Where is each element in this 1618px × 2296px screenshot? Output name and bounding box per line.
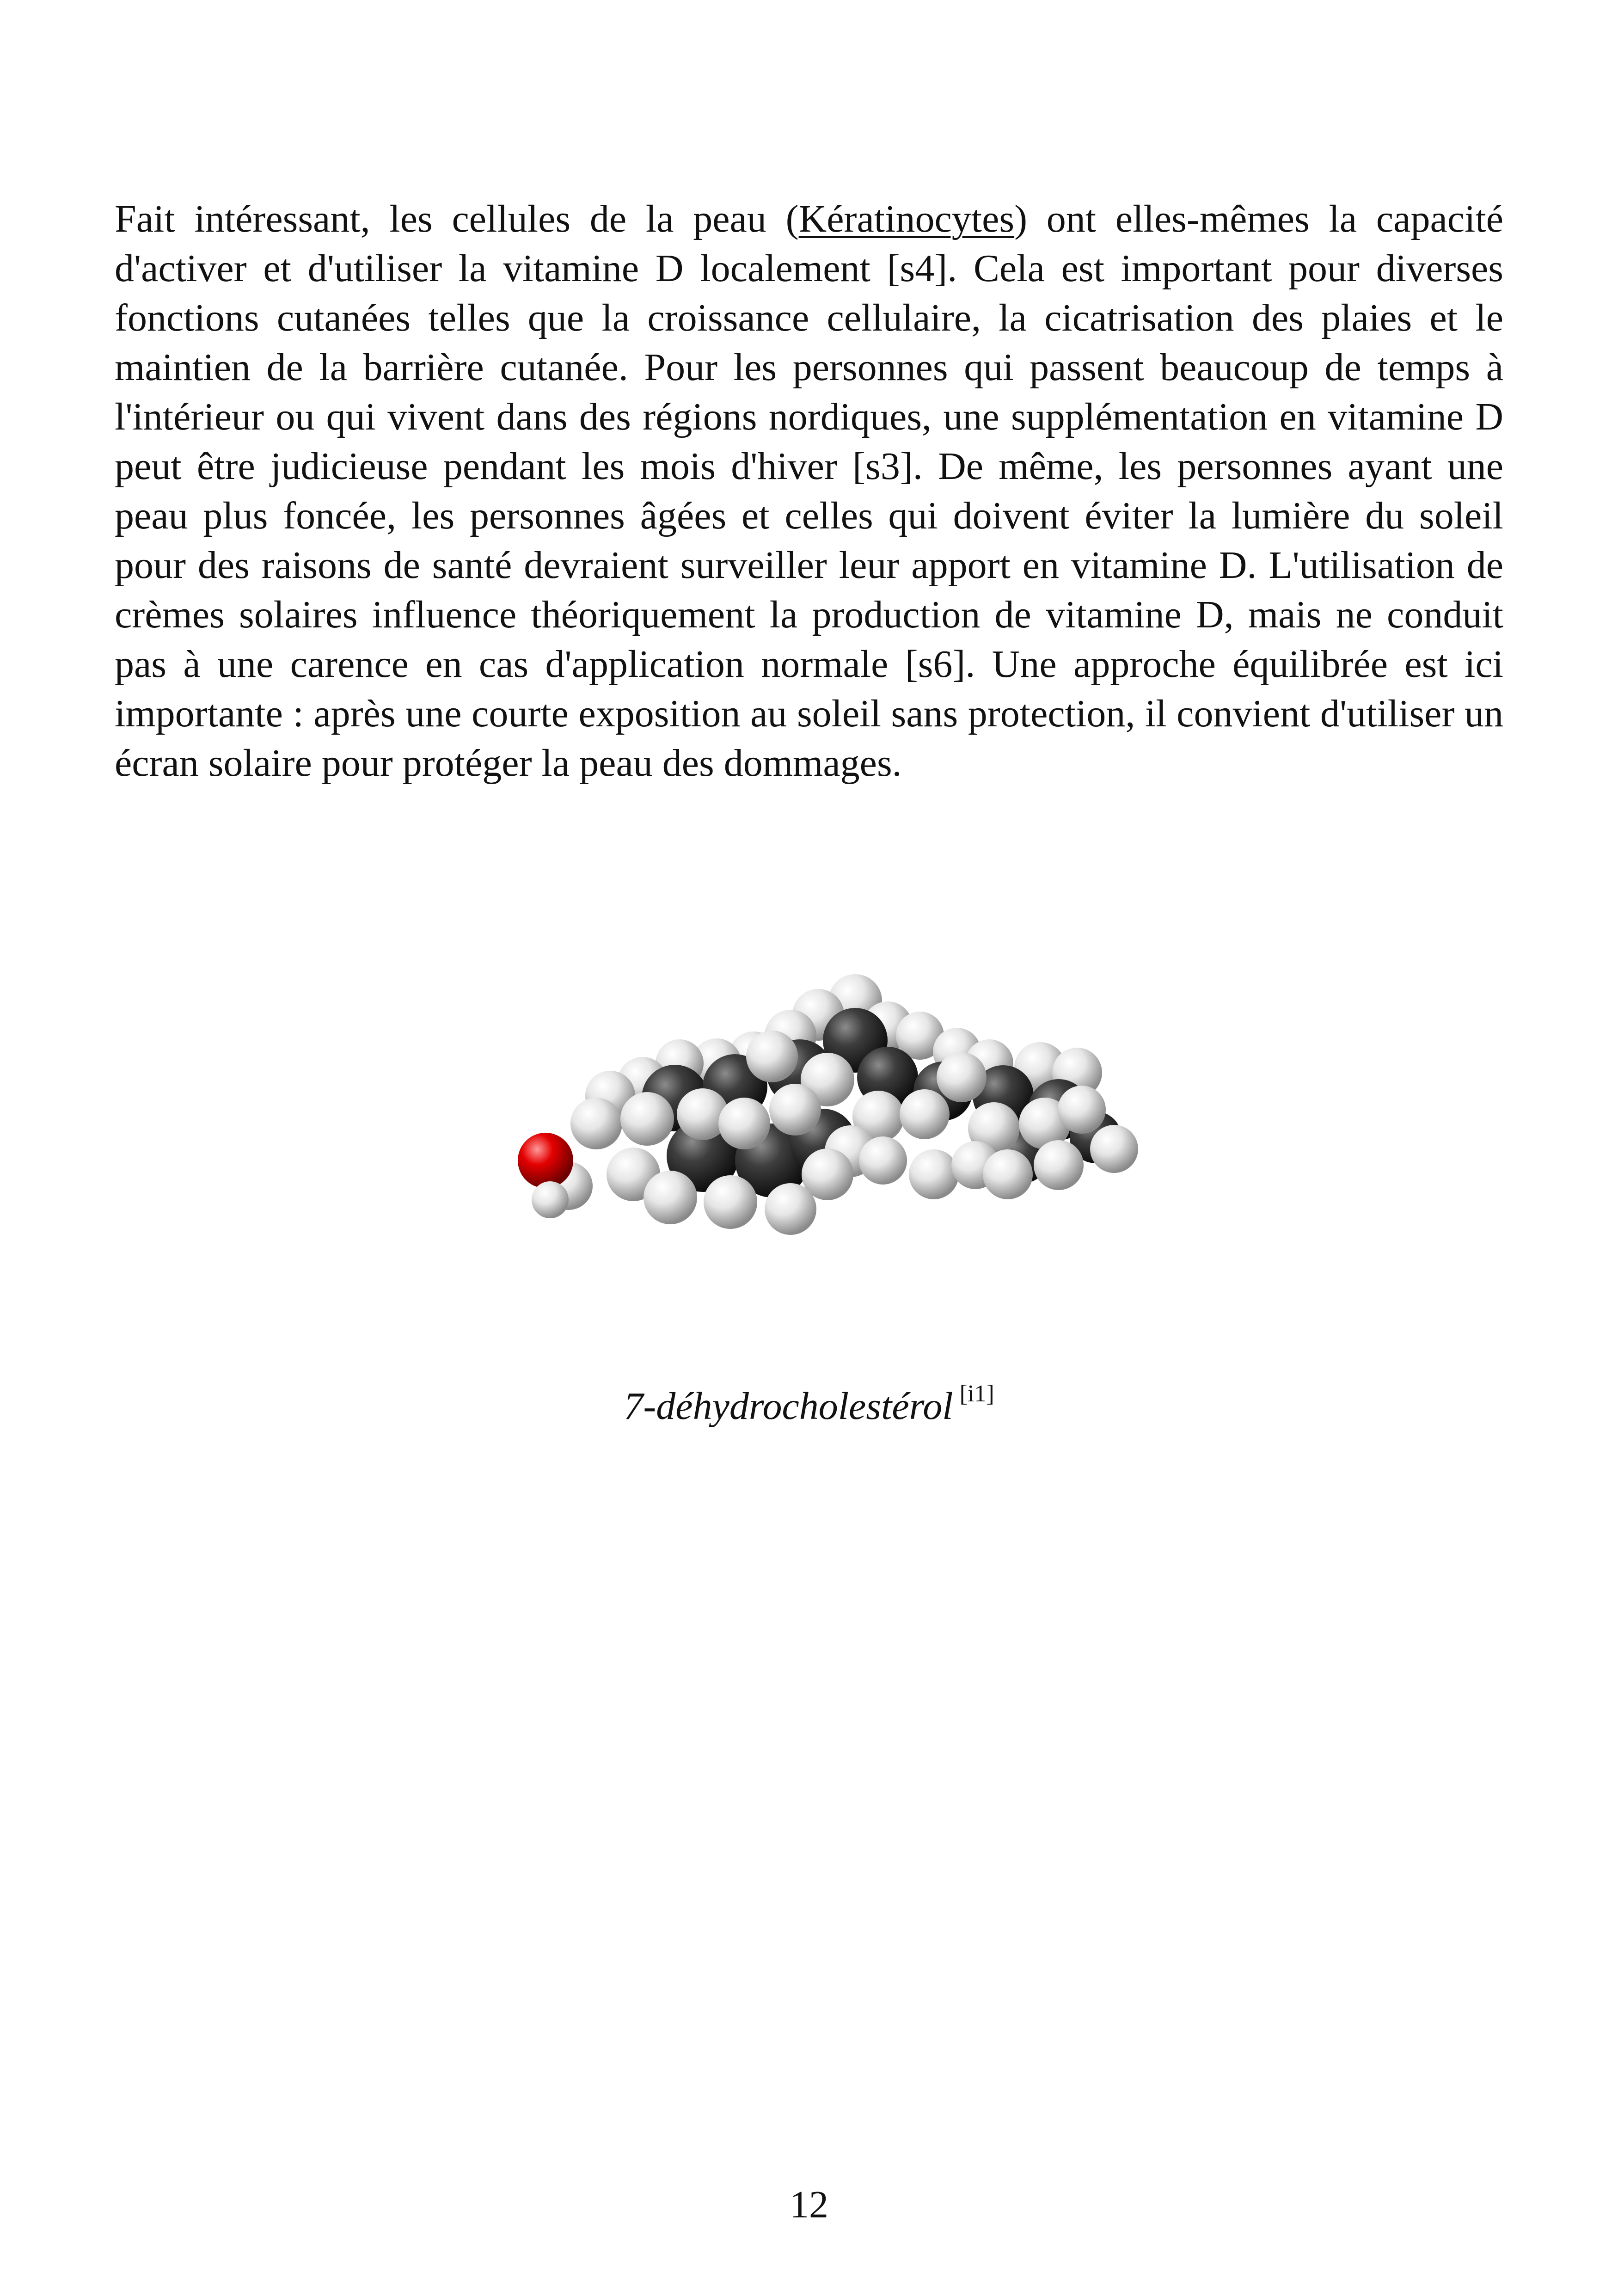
hydrogen-atom bbox=[532, 1181, 569, 1218]
hydrogen-atom bbox=[900, 1089, 950, 1139]
hydrogen-atom bbox=[1058, 1086, 1106, 1134]
hydrogen-atom bbox=[769, 1084, 821, 1136]
image-reference[interactable]: [i1] bbox=[959, 1381, 994, 1407]
oxygen-atom bbox=[518, 1133, 573, 1188]
hydrogen-atom bbox=[909, 1149, 959, 1199]
hydrogen-atom bbox=[620, 1092, 674, 1146]
figure-caption bbox=[0, 1380, 1618, 1429]
keratinocytes-link[interactable]: Kératinocytes bbox=[798, 197, 1015, 240]
hydrogen-atom bbox=[1034, 1140, 1084, 1190]
hydrogen-atom bbox=[765, 1183, 816, 1235]
hydrogen-atom bbox=[746, 1031, 798, 1082]
page-number: 12 bbox=[790, 2183, 828, 2226]
hydrogen-atom bbox=[644, 1171, 697, 1224]
space-filling-molecule-model bbox=[458, 957, 1160, 1327]
hydrogen-atom bbox=[570, 1098, 622, 1149]
hydrogen-atom bbox=[1090, 1125, 1138, 1173]
paragraph-text-start: Fait intéressant, les cellules de la peau ( bbox=[115, 197, 799, 240]
hydrogen-atom bbox=[718, 1098, 770, 1149]
paragraph-text-rest: ) ont elles-mêmes la capacité d'activer et d'utiliser la vitamine D localement [s4]. Cela est important pour diverses fonctions cutanées telles que la croissance cellulaire, la cicatrisation des plaies et le maintien de la barrière cutanée. Pour les personnes qui passent beaucoup de temps à l'intérieur ou qui vivent dans des régions nordiques, une supplémentation en vitamine D peut être judicieuse pendant les mois d'hiver [s3]. De même, les personnes ayant une peau plus foncée, les personnes âgées et celles qui doivent éviter la lumière du soleil pour des raisons de santé devraient surveiller leur apport en vitamine D. L'utilisation de crèmes solaires influence théoriquement la production de vitamine D, mais ne conduit pas à une carence en cas d'application normale [s6]. Une approche équilibrée est ici importante : après une courte exposition au soleil sans protection, il convient d'utiliser un écran solaire pour protéger la peau des dommages. bbox=[115, 197, 1503, 785]
hydrogen-atom bbox=[859, 1136, 907, 1185]
molecule-image bbox=[458, 957, 1160, 1327]
hydrogen-atom bbox=[937, 1052, 987, 1102]
hydrogen-atom bbox=[704, 1175, 757, 1229]
caption-text: 7-déhydrocholestérol bbox=[624, 1385, 953, 1428]
body-paragraph bbox=[115, 194, 1503, 788]
hydrogen-atom bbox=[983, 1149, 1033, 1199]
